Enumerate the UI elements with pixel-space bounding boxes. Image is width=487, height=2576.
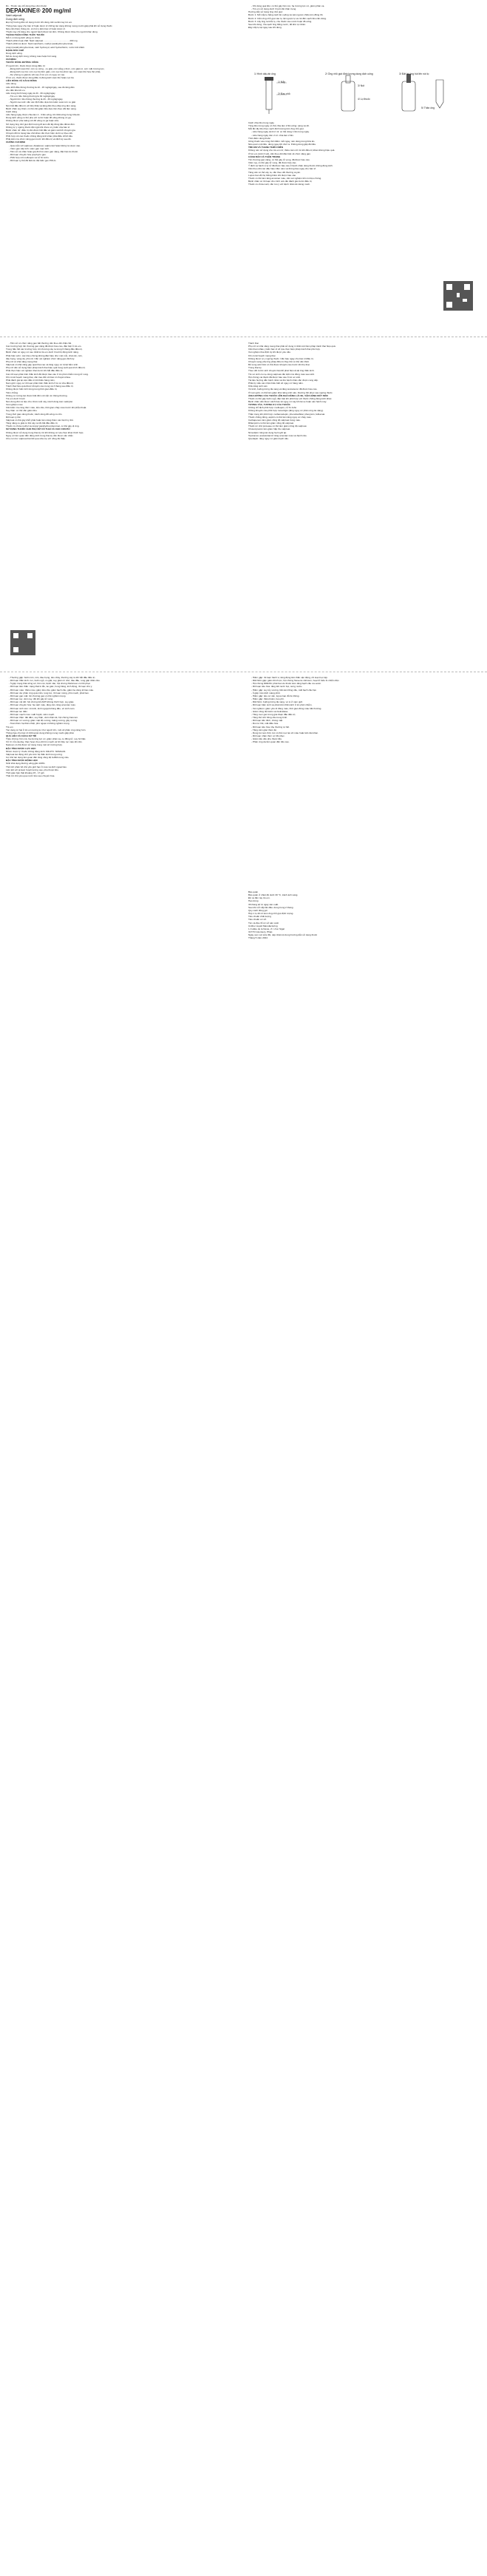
- text-line: Trẻ em: [6, 725, 13, 728]
- dropper-diagram-icon: [254, 72, 469, 118]
- figure-caption-2: 2/ Ống nhỏ giọt định lượng dung dịch uống: [325, 72, 373, 75]
- qr-code-icon: [443, 281, 473, 311]
- text-line: Triệu chứng: hôn mê, hạ trương lực cơ, giảm phản xạ, co đồng tử, suy hô hấp.: [6, 737, 86, 741]
- text-line: - Rối loạn tâm thần: trạng thái lú lẫn, ảo giác, hung hăng, kích động, rối loạn chú ý.: [9, 685, 93, 689]
- text-line: Phụ nữ có khả năng mang thai: [6, 359, 38, 363]
- text-line: Xử trí: rửa dạ dày, than hoạt, theo dõi tim mạch và hô hấp, lọc máu khi cần.: [6, 740, 83, 744]
- section-3-left-column: [6, 676, 235, 777]
- figure-label-stopper: 3/ Nút: [358, 84, 365, 87]
- section-2-right-column: [248, 342, 477, 440]
- text-line: - Rối loạn gan mật: tổn thương gan có thể nghiêm trọng.: [9, 694, 67, 697]
- text-line: Thận trọng khi phối hợp: carbamazepin, phenobarbital, phenytoin, felbamat.: [248, 412, 326, 416]
- text-line: - Rối loạn máu: thiếu máu, giảm tiểu cầu, giảm bạch cầu, giảm ba dòng tế bào máu.: [9, 688, 95, 692]
- text-line: Ở người lớn, thuốc được dùng điều trị:: [6, 64, 46, 67]
- text-line: Cơ chế tác dụng liên quan đến tăng nồng độ GABA trong não.: [6, 756, 69, 760]
- text-line: - Liều hàng ngày trên 2 ml: chia làm 2 lần.: [251, 133, 294, 137]
- text-line: Thuốc có thể gây buồn ngủ, đặc biệt khi phối hợp với thuốc chống động kinh khác.: [248, 396, 333, 400]
- text-line: Bảo quản: [248, 890, 259, 893]
- text-line: - Trẻ em: liều thông thường là 30 mg/kg/ngày.: [9, 95, 55, 98]
- text-line: - Xét nghiệm: giảm yếu tố đông máu, thời gian đông máu bất thường.: [251, 706, 322, 710]
- text-line: THUỐC DÙNG ĐƯỜNG UỐNG: [6, 61, 39, 64]
- section-2-left-column: [6, 342, 235, 440]
- text-line: Tiêu chuẩn chất lượng: [248, 915, 271, 919]
- text-line: Bước 2: Cắm ống nhỏ giọt vào lọ, lật ngược lọ và rút đến vạch liều cần dùng.: [248, 16, 327, 20]
- text-line: Cần tham khảo ý kiến bác sĩ về lựa chọn biện pháp tránh thai phù hợp.: [248, 348, 321, 351]
- text-line: - Tiền sử cá nhân hoặc gia đình bị viêm gan nặng, đặc biệt do thuốc.: [9, 149, 79, 153]
- text-line: Thuốc có chứa natri, cần lưu ý với bệnh nhân ăn kiêng muối.: [248, 183, 310, 186]
- text-line: Mỗi 1 ml dung dịch uống có chứa:: [6, 36, 41, 40]
- text-line: Liều khởi đầu thông thường là 10 - 15 mg/kg/ngày, sau đó tăng dần: [6, 85, 75, 89]
- text-line: Rối loạn ty thể: [6, 415, 21, 419]
- text-line: Dung dịch uống có thể pha với nước hoặc đồ uống không có ga.: [6, 116, 72, 120]
- section-1-left-text: [6, 21, 235, 162]
- text-line: Trong thai kỳ: [248, 366, 262, 370]
- text-line: TRẺ EM VÀ THANH THIẾU NIÊN: [248, 146, 283, 149]
- text-line: Carbapenem làm giảm nồng độ valproat trong máu.: [248, 418, 301, 422]
- text-line: Thời gian bán thải khoảng 15 - 17 giờ.: [6, 771, 45, 774]
- figure-label-cap: 1/ Nắp: [278, 81, 285, 84]
- text-line: 36 tháng kể từ ngày sản xuất.: [248, 902, 279, 906]
- text-line: - Hiếm gặp: rối loạn hành vi, tăng động tâm thần vận động, rối loạn học tập.: [251, 676, 328, 679]
- text-line: Nhóm dược lý: thuốc chống động kinh. Mã ATC: N03AG01.: [6, 749, 67, 753]
- text-line: - Rối loạn thận: đái dầm, suy thận, viêm thận kẽ, hội chứng Fanconi.: [9, 716, 78, 720]
- text-line: - Tăng cảm giác thèm ăn.: [251, 728, 278, 731]
- text-line: Liên kết với protein huyết tương cao, phụ thuộc liều.: [6, 768, 59, 771]
- text-line: Lupus ban đỏ hệ thống hiếm khi được báo cáo.: [248, 173, 296, 177]
- text-line: LIỀU DÙNG VÀ CÁCH DÙNG: [6, 79, 37, 83]
- text-line: Thải trừ chủ yếu qua nước tiểu sau chuyển hóa.: [6, 774, 55, 777]
- text-line: - Rối loạn sinh sản: vô kinh, kinh nguyệt không đều, vô sinh nam.: [9, 706, 75, 710]
- text-line: Ý định và hành vi tự tử đã được báo cáo ở bệnh nhân dùng thuốc chống động kinh.: [248, 164, 333, 168]
- text-line: - Tăng thể tích hồng cầu trung bình.: [251, 716, 288, 720]
- text-line: - Run tư thế, mất điều hòa.: [251, 722, 279, 726]
- text-line: Phát hiện sớm: các triệu chứng không đặc hiệu như mệt mỏi, chán ăn, nôn,: [6, 354, 83, 357]
- text-line: Viêm tụy, có thể gây tử vong, đã được báo cáo.: [248, 161, 297, 165]
- text-line: Hướng dẫn sử dụng ống nhỏ giọt:: [248, 10, 283, 14]
- figure-label-barrel: 5/ Thân ống: [421, 107, 435, 109]
- text-line: Thuốc này chỉ dùng cho người bệnh được kê đơn. Không được đưa cho người khác dùng.: [6, 30, 98, 33]
- text-line: Bệnh nhân suy thận: có thể cần giảm liều dựa trên theo dõi lâm sàng.: [6, 107, 77, 110]
- text-line: Cần kiểm tra công thức máu, tiểu cầu, thời gian chảy máu trước khi phẫu thuật.: [6, 406, 87, 410]
- text-line: Khi có kế hoạch mang thai, cần trao đổi với bác sĩ chuyên khoa.: [6, 375, 71, 379]
- section-1-left-column: [6, 4, 235, 163]
- text-line: Tăng nặng co giật có thể xảy ra khi bắt đầu điều trị.: [6, 422, 58, 425]
- section-3-right-text: [248, 676, 477, 743]
- text-line: Thành phần tá dược: Natri saccharin, methyl parahydroxybenzoat,: [6, 42, 74, 46]
- section-1-right-column: [248, 4, 477, 29]
- text-line: Tên và địa chỉ cơ sở sản xuất: [248, 921, 279, 924]
- text-line: - Tiền sử có chức năng gan bất thường cần theo dõi chặt chẽ.: [9, 342, 72, 345]
- text-line: Nếu quên một liều, dùng ngay khi nhớ ra. Không dùng gấp đôi liều.: [248, 143, 316, 146]
- text-line: - Rối loạn da: phản ứng quá mẫn, rụng tóc, rối loạn móng, phù mạch, phát ban.: [9, 691, 89, 694]
- text-line: Khả năng sinh sản: [248, 385, 268, 388]
- text-line: CẢNH BÁO VÀ THẬN TRỌNG: [248, 155, 281, 158]
- product-subtitle: Natri valproat: [6, 14, 22, 18]
- text-line: 1-3 allée de la Neste, Z.I. d'en Sigal: [248, 927, 285, 930]
- text-line: Thể tích phân bố chủ yếu giới hạn ở máu và dịch ngoại bào.: [6, 765, 67, 768]
- text-line: Vô kinh, buồng trứng đa nang và tăng testosteron đã được báo cáo.: [248, 388, 318, 391]
- text-line: Thành phần hoạt chất: Natri valproat ........................................ 200 mg: [6, 39, 78, 43]
- text-line: ĐẶC TÍNH DƯỢC ĐỘNG HỌC: [6, 759, 38, 763]
- text-line: - Rối loạn cơ xương: giảm mật độ xương, loãng xương, gãy xương.: [9, 719, 78, 723]
- section-3-right-lower-text: [248, 890, 477, 940]
- text-line: Tác dụng có hại ở trẻ em tương tự như người lớn, một số phản ứng nặng hơn.: [6, 728, 86, 731]
- leaflet-section-3: [0, 676, 487, 1001]
- section-3-right-column: [248, 676, 477, 743]
- text-line: Tổn thương gan nặng, có thể gây tử vong, đã được báo cáo.: [248, 158, 310, 161]
- section-3-right-lower-column: [248, 890, 477, 940]
- text-line: Tháng 5 năm 2024: [248, 936, 268, 940]
- text-line: Đọc kỹ hướng dẫn sử dụng trước khi dùng. Để xa tầm tay trẻ em.: [6, 21, 73, 24]
- text-line: Valproat có thể gây khởi phát hoặc làm nặng thêm các bệnh ty thể.: [6, 418, 74, 422]
- text-line: Sinh khả dụng đường uống gần 100%.: [6, 762, 46, 765]
- text-line: - Rối loạn ty thể đã biết do đột biến gen POLG.: [9, 159, 57, 163]
- text-line: - Rối loạn tiền đình, chóng mặt.: [251, 719, 283, 723]
- text-line: - Rối loạn tụy: viêm tụy, đôi khi gây tử vong.: [9, 697, 53, 701]
- figure-caption-3: 3/ Đặt lại ống hút lên nút lọ: [399, 72, 429, 75]
- text-line: - Rối loạn tiêu hóa: tăng tiết nước bọt, sưng nướu.: [251, 685, 303, 689]
- text-line: Unither Liquid Manufacturing: [248, 924, 278, 927]
- product-title: DEPAKINE® 200 mg/ml: [6, 7, 71, 15]
- text-line: - Rụng tóc tạm thời, tóc có thể mọc lại với màu hoặc kết cấu khác.: [251, 731, 319, 734]
- text-line: Naloxon có thể được sử dụng trong một số trường hợp.: [6, 743, 63, 747]
- text-line: Bước 1: Mở nắp lọ bằng cách ấn xuống và vặn ngược chiều kim đồng hồ.: [248, 13, 324, 17]
- text-line: Khi có kế hoạch mang thai: [248, 354, 276, 357]
- text-line: cho đến liều tối ưu.: [6, 88, 26, 92]
- text-line: Trẻ em dưới 3 tuổi: [6, 396, 25, 400]
- text-line: Trong thời gian dùng thuốc, tránh dùng đồ uống có cồn.: [6, 412, 63, 416]
- text-line: Nên bắt đầu điều trị với liều thấp và tăng dần theo đáp ứng lâm sàng.: [6, 104, 77, 107]
- text-line: - Rối loạn tai: điếc.: [9, 709, 28, 713]
- text-line: Ở nam giới, có thể làm giảm khả năng sinh sản, thường hồi phục sau ngừng thuốc.: [248, 391, 333, 394]
- text-line: QUÁ LIỀU VÀ CÁCH XỬ TRÍ: [6, 734, 37, 737]
- text-line: Trong hầu hết các trường hợp, tổn thương xảy ra trong 6 tháng đầu điều trị.: [6, 348, 83, 351]
- text-line: Ở trẻ em, thuốc được dùng điều trị động kinh toàn thể hoặc cục bộ.: [6, 76, 75, 80]
- text-line: - Rối loạn mạch máu: xuất huyết, viêm mạch.: [9, 712, 55, 716]
- text-line: Sau khi mở nắp lần đầu: dùng trong 2 tháng.: [248, 905, 294, 909]
- text-line: Cho con bú: valproat bài tiết qua sữa mẹ với nồng độ thấp.: [6, 436, 66, 440]
- text-line: Không nên sử dụng cho trẻ em nữ, thiếu niên nữ trừ khi điều trị khác không hiệu quả.: [248, 149, 336, 152]
- text-line: Cách chia liều trong ngày: [248, 121, 274, 124]
- text-line: Xét nghiệm thai định kỳ khi được yêu cầu.: [248, 351, 291, 354]
- text-line: propyl parahydroxybenzoat, natri hydroxyd, acid hydrochloric, nước tinh khiết.: [6, 45, 85, 49]
- text-line: Sau khi dùng, rửa sạch ống bằng nước, để khô tự nhiên.: [248, 22, 307, 26]
- figure-label-tip: 2/ Đầu nhỏ: [278, 92, 290, 95]
- text-line: - Rối loạn chuyển hóa porphyrin gan.: [9, 153, 47, 157]
- text-line: Liều hàng ngày được chia làm 2 - 3 lần uống, tốt nhất uống trong bữa ăn.: [6, 113, 81, 117]
- text-line: - Ít gặp: tràn dịch màng phổi.: [251, 691, 281, 694]
- text-line: Nên dùng đơn trị liệu cho nhóm tuổi này, tránh dùng kèm salicylat.: [6, 399, 73, 403]
- text-line: Thuốc chống đông, aspirin có thể làm tăng nguy cơ chảy máu.: [248, 415, 312, 419]
- text-line: Quetiapin: tăng nguy cơ giảm bạch cầu.: [248, 436, 289, 440]
- text-line: Phải ký mẫu xác nhận hiểu biết về nguy cơ hàng năm.: [248, 382, 304, 385]
- text-line: Rifampicin có thể làm giảm nồng độ valproat.: [248, 422, 294, 425]
- text-line: - Khi dùng quá liều: có thể gây hôn mê, hạ trương lực cơ, giảm phản xạ.: [251, 4, 325, 7]
- text-line: Mỗi lần lấy liều theo vạch định lượng trên ống nhỏ giọt.: [248, 127, 304, 131]
- text-line: DẠNG BÀO CHẾ: [6, 48, 24, 52]
- text-line: CHỐNG CHỈ ĐỊNH: [6, 141, 26, 144]
- text-line: Nam giới: nguy cơ rối loạn phát triển thần kinh ở trẻ có cha điều trị.: [6, 382, 74, 385]
- section-2-right-text: [248, 342, 477, 440]
- text-line: Valproat có khả năng gây quái thai cao và tăng nguy cơ dị tật bẩm sinh.: [6, 363, 79, 367]
- figure-label-bottle: 4/ Lọ thuốc: [358, 98, 370, 101]
- text-line: Cholestyramin làm giảm hấp thu valproat.: [248, 427, 291, 431]
- text-line: Tổng liều trong ngày có thể chia làm 2 lần uống: sáng và tối.: [248, 124, 310, 128]
- text-line: Tiêm chủng: [6, 391, 18, 394]
- text-line: Cách dùng: [6, 109, 17, 113]
- text-line: Nếu cần thêm thông tin, xin hỏi ý kiến bác sĩ hoặc dược sĩ.: [6, 27, 66, 30]
- text-line: - Hiếm gặp: tiêu cơ vân, lupus ban đỏ hệ thống.: [251, 694, 300, 697]
- text-line: Bệnh nhân cần được cảnh báo về nguy cơ này khi lái xe hoặc vận hành máy.: [248, 399, 327, 403]
- text-line: - Rất hiếm gặp: giảm thính lực, hội chứng Stevens-Johnson, hoại tử biểu bì nhiễm độc.: [251, 679, 340, 683]
- text-line: Phụ nữ có khả năng mang thai phải sử dụng ít nhất một biện pháp tránh thai hiệu quả.: [248, 345, 336, 348]
- text-line: - Phản ứng da liên quan đến liều cao.: [251, 740, 290, 744]
- text-line: - Phối hợp với mefloquin và cỏ St John.: [9, 156, 50, 160]
- text-line: - Rối loạn chuyển hóa: hạ natri máu, tăng cân, tăng amoniac máu.: [9, 703, 76, 707]
- barcode-icon: [10, 630, 35, 655]
- text-line: - Hội chứng DRESS: phát ban do thuốc kèm tăng bạch cầu ưa eosin.: [251, 682, 321, 686]
- text-line: Thông báo ngay cho bác sĩ hoặc dược sĩ những tác dụng không mong muốn gặp phải khi sử dụng thuốc.: [6, 24, 113, 27]
- text-line: Phải kiểm tra chức năng gan trước khi điều trị và định kỳ sau đó.: [6, 138, 72, 141]
- text-line: Không tự ý ngừng thuốc đột ngột khi chưa có ý kiến của bác sĩ.: [6, 125, 71, 129]
- text-line: Không được hiến tinh trùng trong thời gian điều trị.: [6, 388, 58, 391]
- text-line: Thuốc có thể làm tăng amoniac máu, cần xét nghiệm khi có triệu chứng.: [248, 176, 322, 180]
- section-1-right-text: [248, 4, 477, 29]
- text-line: Bước 3: Lấy ống ra khỏi lọ, cho thuốc vào nước hoặc đồ uống.: [248, 19, 313, 23]
- text-line: - Giảm tiểu cầu phụ thuộc liều.: [251, 737, 282, 741]
- text-line: Ở trẻ em dưới 3 tuổi, cần theo dõi đặc biệt về chức năng gan.: [248, 152, 311, 155]
- text-line: Chuyển sang phương pháp điều trị thay thế có thể cần thiết.: [248, 359, 310, 363]
- text-line: Quy cách đóng gói: [248, 908, 268, 912]
- text-line: Suy thận: có thể cần giảm liều.: [6, 409, 38, 413]
- text-line: Valproat tác động chủ yếu trên hệ thần kinh trung ương.: [6, 752, 63, 756]
- text-line: - Quá mẫn với valproat, divalproat, valpromid hoặc bất kỳ tá dược nào.: [9, 143, 81, 147]
- text-line: Nimodipin: tăng tác dụng hạ huyết áp.: [248, 430, 287, 434]
- text-line: Không có tương tác được biết đến với vắc xin thông thường.: [6, 393, 68, 397]
- rx-line: Rx - Thuốc này chỉ dùng theo đơn thuốc: [6, 4, 47, 7]
- text-line: Mô tả: dung dịch trong, không màu hoặc hơi vàng.: [6, 55, 58, 58]
- text-line: Liều trung bình hàng ngày là 20 - 30 mg/kg/ngày.: [6, 91, 56, 95]
- section-1-right-lower-text: [248, 121, 477, 186]
- text-line: Thời điểm dùng thuốc: [248, 136, 271, 140]
- text-line: Bệnh nhân nữ: điều trị cần được bắt đầu và giám sát bởi chuyên gia.: [6, 128, 76, 132]
- text-line: Topiramat, acetazolamid: tăng amoniac máu và bệnh não.: [248, 433, 307, 437]
- dropper-figure: [254, 72, 469, 118]
- text-line: Cần theo dõi các dấu hiệu trầm cảm và thông báo ngay cho bác sĩ.: [248, 167, 316, 171]
- text-line: Liều dùng: [6, 82, 16, 86]
- text-line: - Hiếm gặp: suy tủy xương, bất sản hồng cầu, mất bạch cầu hạt.: [251, 688, 317, 692]
- text-line: Thông báo cho bác sĩ những tác dụng không mong muốn gặp phải.: [6, 731, 75, 734]
- text-line: Để xa tầm tay trẻ em.: [248, 896, 270, 900]
- text-line: Hạn dùng: [248, 899, 259, 903]
- text-line: Tránh thai hiệu quả được khuyến cáo trong và 3 tháng sau điều trị.: [6, 385, 74, 388]
- text-line: Bệnh nhân có rối loạn chu trình urê cần đánh giá trước điều trị.: [248, 179, 313, 183]
- product-form: Dung dịch uống: [6, 17, 25, 21]
- text-line: Chuyển đổi từ dạng bào chế khác cần thực hiện dưới sự theo dõi.: [6, 131, 73, 135]
- text-line: Các rối loạn phát triển thần kinh đã được báo cáo ở trẻ phơi nhiễm trong tử cung.: [6, 372, 89, 376]
- text-line: - Động kinh toàn thể: cơn co cứng - co giật, cơn vắng ý thức, cơn giật cơ, cơn mất trương lực,: [9, 67, 105, 70]
- text-line: Ngày xem xét sửa đổi, cập nhật nội dung hướng dẫn sử dụng thuốc: [248, 933, 318, 937]
- text-line: - Trẻ em sử dụng dưới 3 tuổi cần thận trọng.: [251, 7, 297, 11]
- text-line: Sử dụng ống nhỏ giọt định lượng đi kèm để lấy đúng liều đã kê đơn.: [6, 122, 75, 126]
- text-line: ĐẶC TÍNH DƯỢC LỰC HỌC: [6, 746, 36, 750]
- text-line: - Liều hàng ngày dưới 2 ml: có thể dùng 1 lần trong ngày.: [251, 130, 310, 134]
- text-line: Trẻ sơ sinh có mẹ dùng valproat cần kiểm tra đông máu sau sinh.: [248, 372, 315, 376]
- text-line: Các trường hợp tổn thương gan nặng đã được báo cáo, đặc biệt ở trẻ em.: [6, 345, 82, 348]
- figure-caption-1: 1/ Hình dấu ấn ống: [254, 72, 276, 75]
- text-line: - Rối loạn tiêu hóa nhẹ thường tự hết.: [251, 725, 290, 728]
- text-line: Không được pha loãng với đồ uống có ga hoặc sữa.: [6, 119, 59, 123]
- text-line: Nguy cơ liên quan đến động kinh trong thai kỳ cần được cân nhắc.: [6, 433, 74, 437]
- text-line: - Dự phòng co giật do sốt cao ở trẻ em có nguy cơ cao.: [9, 73, 66, 76]
- text-line: Dung dịch uống.: [6, 51, 23, 55]
- text-line: Uống thuốc vào cùng thời điểm mỗi ngày, nên dùng trong bữa ăn.: [248, 139, 316, 143]
- text-line: - Rối loạn nội tiết: hội chứng tiết ADH không thích hợp, suy giáp.: [9, 700, 75, 704]
- text-line: Bổ sung acid folic có thể được khuyến cáo trước khi thụ thai.: [248, 363, 310, 367]
- text-line: Đậy nắp lọ lại ngay sau khi dùng.: [248, 26, 282, 30]
- text-line: - Ít gặp: trạng thái sững sờ, hôn mê, bệnh não, hội chứng Parkinson có hồi phục.: [9, 682, 91, 686]
- text-line: TƯƠNG TÁC, TƯƠNG KỴ CỦA THUỐC: [248, 403, 290, 407]
- text-line: - Thường gặp: buồn nôn, nôn, đau bụng, tiêu chảy, thường xảy ra khi bắt đầu điều trị.: [9, 676, 96, 679]
- text-line: - Viêm gan cấp tính; viêm gan mạn tính.: [9, 146, 50, 150]
- text-line: Tránh thai: [248, 342, 259, 345]
- text-line: - Hiếm gặp: thiếu biotin, béo phì.: [251, 697, 285, 701]
- text-line: Không được tự ý ngừng thuốc. Cần báo ngay cho bác sĩ điều trị.: [248, 356, 314, 360]
- text-line: Tăng cân có thể xảy ra, cần theo dõi thường xuyên.: [248, 170, 302, 174]
- text-line: Thuốc có chứa methyl và propyl parahydroxybenzoat, có thể gây dị ứng.: [6, 425, 80, 428]
- text-line: SỬ DỤNG THUỐC CHO PHỤ NỮ CÓ THAI VÀ CHO CON BÚ: [6, 427, 70, 431]
- text-line: Phụ nữ cần sử dụng biện pháp tránh thai hiệu quả trong suốt quá trình điều trị.: [6, 366, 86, 370]
- text-line: Theo dõi trước sinh chuyên biệt để phát hiện dị tật ống thần kinh.: [248, 369, 315, 373]
- text-line: CHỈ ĐỊNH: [6, 58, 16, 61]
- text-line: 31770 Colomiers, Pháp: [248, 930, 273, 934]
- text-line: Phải thực hiện xét nghiệm thai trước khi bắt đầu điều trị.: [6, 369, 64, 373]
- text-line: đau bụng, vàng da, phù nề. Cần xét nghiệm chức năng gan định kỳ.: [6, 356, 75, 360]
- text-line: Bảo quản ở nhiệt độ dưới 30 °C, tránh ánh sáng.: [248, 893, 299, 897]
- text-line: Hộp 1 lọ 40 ml kèm ống nhỏ giọt định lượng.: [248, 912, 294, 916]
- text-line: THÀNH PHẦN CÔNG THỨC THUỐC: [6, 33, 45, 36]
- text-line: Xét nghiệm máu: [6, 403, 23, 407]
- text-line: - Người lớn: liều thông thường là 20 - 30 mg/kg/ngày.: [9, 98, 64, 101]
- text-line: Thuốc ức chế protease có thể làm giảm nồng độ valproat.: [248, 425, 307, 428]
- text-line: Phải đánh giá lại việc điều trị tối thiểu hàng năm.: [6, 378, 55, 382]
- text-line: Chống chỉ định phối hợp: mefloquin, cỏ St John.: [248, 406, 298, 410]
- section-1-right-lower-column: [248, 121, 477, 186]
- section-2-left-text: [6, 342, 235, 440]
- text-line: - Rối loạn thần kinh: run, buồn ngủ, co giật, suy giảm trí nhớ, đau đầu, rung giật nhãn cầu.: [9, 679, 101, 683]
- text-line: - Tăng men gan trong giai đoạn đầu điều trị.: [251, 712, 296, 716]
- text-line: Tiêu chuẩn cơ sở.: [248, 918, 267, 922]
- section-3-left-text: [6, 676, 235, 777]
- text-line: Không khuyến cáo phối hợp: lamotrigin (tăng nguy cơ phản ứng da nặng).: [248, 409, 324, 413]
- text-line: - Rối loạn nhận thức có hồi phục.: [251, 734, 285, 737]
- text-line: Hội chứng cai thuốc đã được báo cáo ở trẻ sơ sinh.: [248, 375, 302, 379]
- text-line: - Rối loạn bẩm sinh và phát triển thần kinh ở trẻ phơi nhiễm.: [251, 703, 313, 707]
- text-line: Phối hợp với các thuốc chống động kinh khác phải điều chỉnh liều.: [6, 135, 73, 138]
- text-line: - Rất hiếm: buồng trứng đa nang, vú to ở nam giới.: [251, 700, 303, 704]
- text-line: - Người cao tuổi: cần xác định liều dựa trên kiểm soát cơn co giật.: [9, 101, 76, 104]
- text-line: - Động kinh cục bộ: cơn cục bộ đơn giản, cơn cục bộ phức tạp, cơn toàn thể hóa thứ phát,: [9, 70, 101, 73]
- leaflet-section-2: [0, 342, 487, 667]
- text-line: ẢNH HƯỞNG CỦA THUỐC LÊN KHẢ NĂNG LÁI XE, VẬN HÀNH MÁY MÓC: [248, 393, 329, 397]
- text-line: - Giảm nồng độ biotin và biotinidase.: [251, 709, 289, 713]
- leaflet-section-1: [0, 4, 487, 334]
- text-line: Tài liệu hướng dẫn bệnh nhân và thẻ bệnh nhân cần được cung cấp.: [248, 378, 319, 382]
- text-line: Bệnh nhân có nguy cơ cao nhất là trẻ em dưới 3 tuổi bị động kinh nặng.: [6, 351, 79, 354]
- text-line: Không được sử dụng trong thai kỳ trừ khi không có lựa chọn khác thích hợp.: [6, 430, 84, 434]
- text-line: - Toàn thân: hạ thân nhiệt, phù ngoại vi không nghiêm trọng.: [9, 722, 70, 726]
